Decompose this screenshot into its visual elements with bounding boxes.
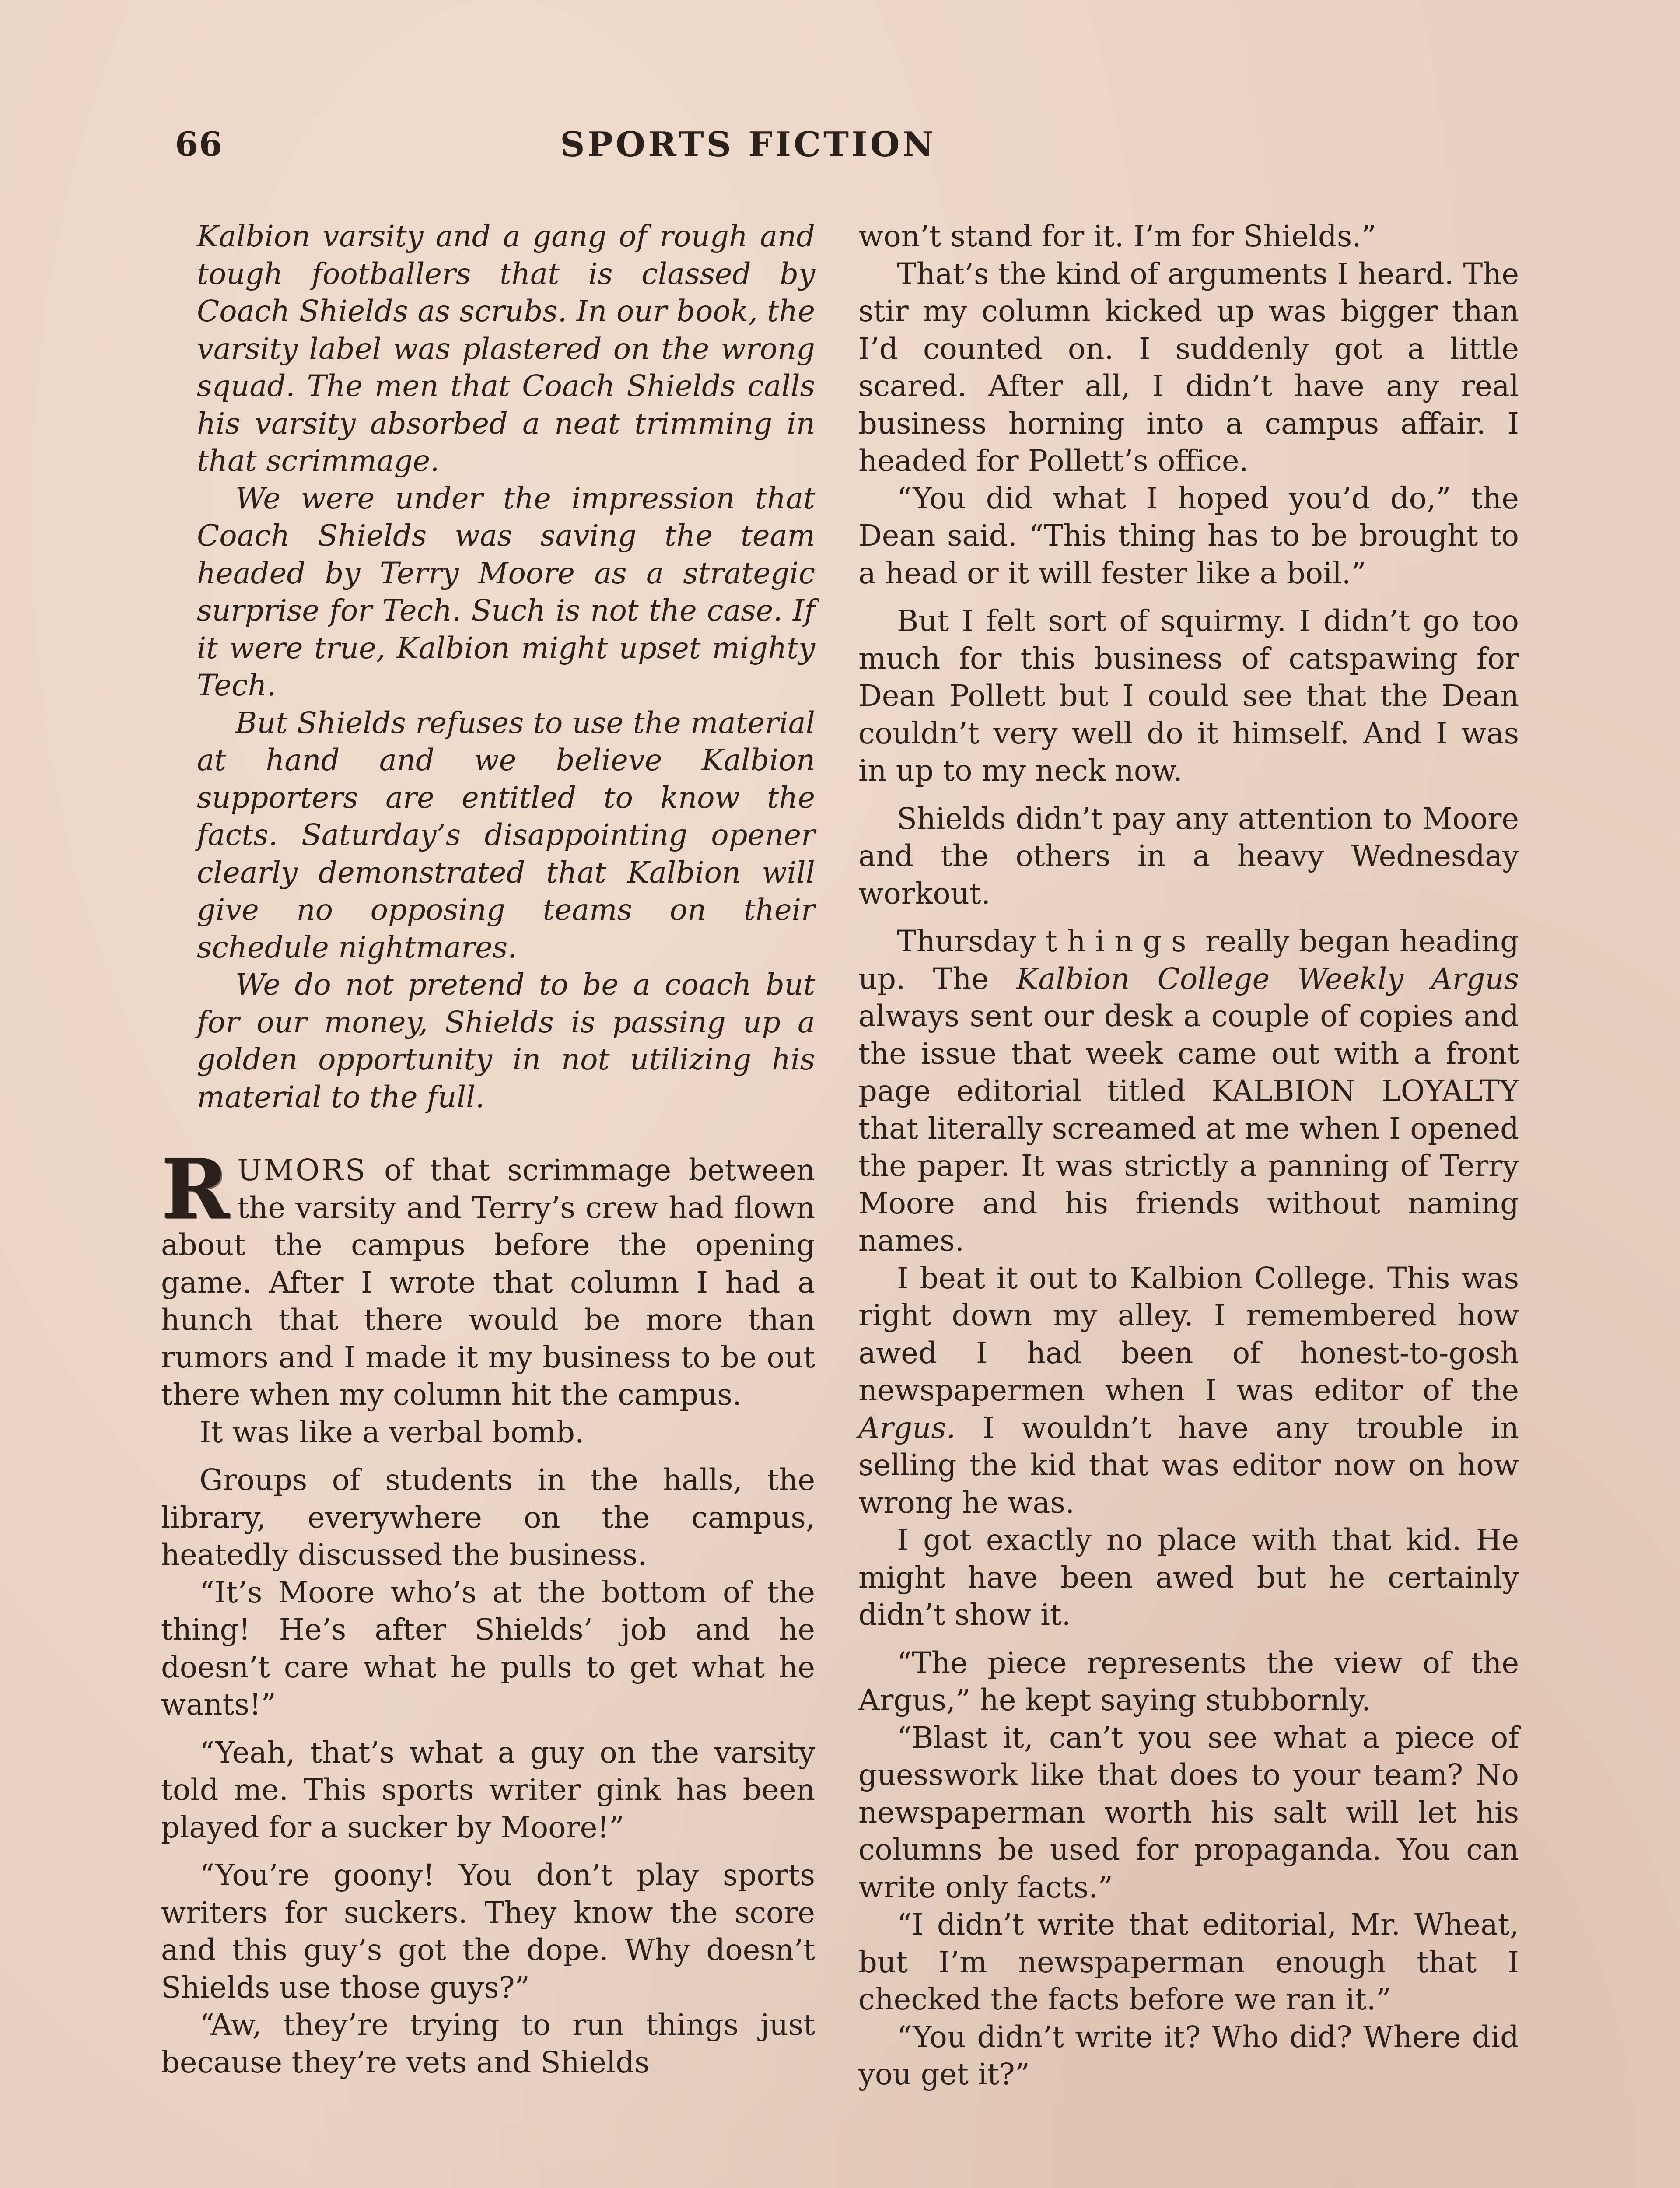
body-paragraph: “The piece represents the view of the Argus,” he kept saying stubbornly. — [858, 1645, 1519, 1717]
dropcap-paragraph-text: of that scrimmage between the varsity and Terry’s crew had flown about the campus before the opening game. After I wrote that column I had a hunch that there would be more than rumors and I made it my business to be out there when my column hit the campus. — [161, 1153, 815, 1412]
body-paragraph: “Blast it, can’t you see what a piece of guesswork like that does to your team? No newspaperman worth his salt will let his columns be used for propaganda. You can write only facts.” — [858, 1720, 1519, 1904]
body-paragraph: “I didn’t write that editorial, Mr. Wheat, but I’m newspaperman enough that I checked the facts before we ran it.” — [858, 1907, 1519, 2016]
left-column — [161, 218, 815, 2081]
text-run: I beat it out to Kalbion College. This was right down my alley. I remembered how awed I had been of honest-to-gosh newspapermen when I was editor of the — [858, 1261, 1519, 1407]
text-run: Thursday — [897, 924, 1046, 958]
text-run: really began heading up. The — [858, 924, 1519, 996]
body-paragraph: Groups of students in the halls, the library, everywhere on the campus, heatedly discussed the business. — [161, 1463, 815, 1572]
dropcap-paragraph — [161, 1141, 815, 1414]
page-number: 66 — [175, 125, 223, 164]
quoted-editorial — [161, 218, 815, 1116]
body-paragraph — [858, 1260, 1519, 1522]
right-column — [858, 218, 1519, 2093]
editorial-paragraph: But Shields refuses to use the material at hand and we believe Kalbion supporters are entitled to know the facts. Saturday’s disappointing opener clearly demonstrated that Kalbion will give no opposing teams on their schedule nightmares. — [197, 705, 815, 964]
dropcap-rest: UMORS — [237, 1153, 367, 1187]
editorial-paragraph: We do not pretend to be a coach but for our money, Shields is passing up a golden opportunity in not utilizing his material to the full. — [197, 968, 815, 1114]
body-paragraph: “Yeah, that’s what a guy on the varsity told me. This sports writer gink has been played for a sucker by Moore!” — [161, 1735, 815, 1844]
spaced-word: things — [1045, 924, 1196, 958]
body-paragraph — [858, 923, 1519, 1260]
text-run: always sent our desk a couple of copies and the issue that week came out with a front page editorial titled KALBION LOYALTY that literally screamed at me when I opened the paper. It was strictly a panning of Terry Moore and his friends without naming names. — [858, 999, 1519, 1258]
editorial-paragraph: We were under the impression that Coach Shields was saving the team headed by Terry Moore as a strategic surprise for Tech. Such is not the case. If it were true, Kalbion might upset mighty Tech. — [197, 481, 815, 702]
body-paragraph: “Aw, they’re trying to run things just because they’re vets and Shields — [161, 2008, 815, 2079]
body-paragraph: “You did what I hoped you’d do,” the Dean said. “This thing has to be brought to a head or it will fester like a boil.” — [858, 481, 1519, 590]
body-paragraph: I got exactly no place with that kid. He might have been awed but he certainly didn’t show it. — [858, 1523, 1519, 1632]
body-paragraph: But I felt sort of squirmy. I didn’t go too much for this business of catspawing for Dean Pollett but I could see that the Dean couldn’t very well do it himself. And I was in up to my neck now. — [858, 604, 1519, 788]
body-paragraph: It was like a verbal bomb. — [200, 1415, 584, 1449]
body-paragraph: “You’re goony! You don’t play sports writers for suckers. They know the score and this guy’s got the dope. Why doesn’t Shields use those guys?” — [161, 1858, 815, 2005]
text-run: I wouldn’t have any trouble in selling the kid that was editor now on how wrong he was. — [858, 1410, 1519, 1520]
body-paragraph: That’s the kind of arguments I heard. The stir my column kicked up was bigger than I’d counted on. I suddenly got a little scared. After all, I didn’t have any real business horning into a campus affair. I headed for Pollett’s office. — [858, 256, 1519, 478]
publication-title: Argus. — [858, 1410, 956, 1445]
running-title: SPORTS FICTION — [560, 125, 936, 165]
body-paragraph: “It’s Moore who’s at the bottom of the thing! He’s after Shields’ job and he doesn’t care what he pulls to get what he wants!” — [161, 1575, 815, 1722]
editorial-paragraph: Kalbion varsity and a gang of rough and tough footballers that is classed by Coach Shields as scrubs. In our book, the varsity label was plastered on the wrong squad. The men that Coach Shields calls his varsity absorbed a neat trimming in that scrimmage. — [197, 219, 815, 478]
publication-title: Kalbion College Weekly Argus — [1016, 961, 1519, 996]
body-paragraph: “You didn’t write it? Who did? Where did you get it?” — [858, 2020, 1519, 2091]
body-paragraph: Shields didn’t pay any attention to Moore and the others in a heavy Wednesday workout. — [858, 801, 1519, 911]
dropcap-letter: R — [161, 1141, 230, 1238]
continued-line: won’t stand for it. I’m for Shields.” — [858, 219, 1376, 253]
